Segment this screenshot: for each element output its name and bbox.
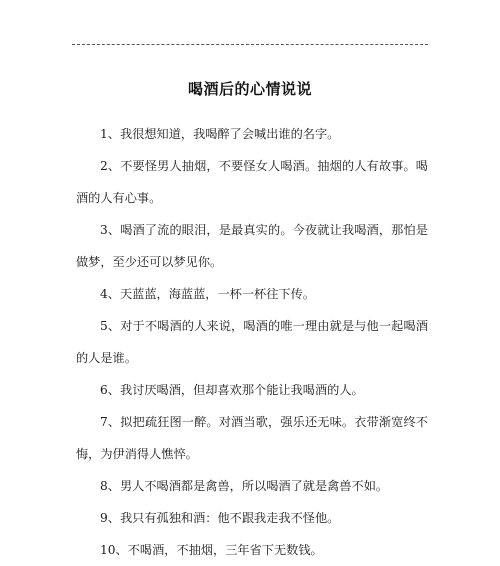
paragraph-10: 10、不喝酒，不抽烟，三年省下无数钱。 <box>100 543 323 557</box>
paragraph-7: 7、拟把疏狂图一醉。对酒当歌，强乐还无味。衣带渐宽终不悔，为伊消得人憔悴。 <box>76 415 428 461</box>
header-divider <box>72 44 428 45</box>
paragraph-6: 6、我讨厌喝酒，但却喜欢那个能让我喝酒的人。 <box>100 383 364 397</box>
paragraph-9: 9、我只有孤独和酒：他不跟我走我不怪他。 <box>100 511 340 525</box>
paragraph-4: 4、天蓝蓝，海蓝蓝，一杯一杯往下传。 <box>100 287 315 301</box>
paragraph-5: 5、对于不喝酒的人来说，喝酒的唯一理由就是与他一起喝酒的人是谁。 <box>76 319 428 365</box>
page-title: 喝酒后的心情说说 <box>187 80 312 98</box>
paragraph-8: 8、男人不喝酒都是禽兽，所以喝酒了就是禽兽不如。 <box>100 479 389 493</box>
document-body <box>76 118 428 566</box>
paragraph-2: 2、不要怪男人抽烟，不要怪女人喝酒。抽烟的人有故事。喝酒的人有心事。 <box>76 159 428 205</box>
paragraph-1: 1、我很想知道，我喝醉了会喊出谁的名字。 <box>100 127 340 141</box>
paragraph-3: 3、喝酒了流的眼泪，是最真实的。今夜就让我喝酒，那怕是做梦，至少还可以梦见你。 <box>76 223 428 269</box>
